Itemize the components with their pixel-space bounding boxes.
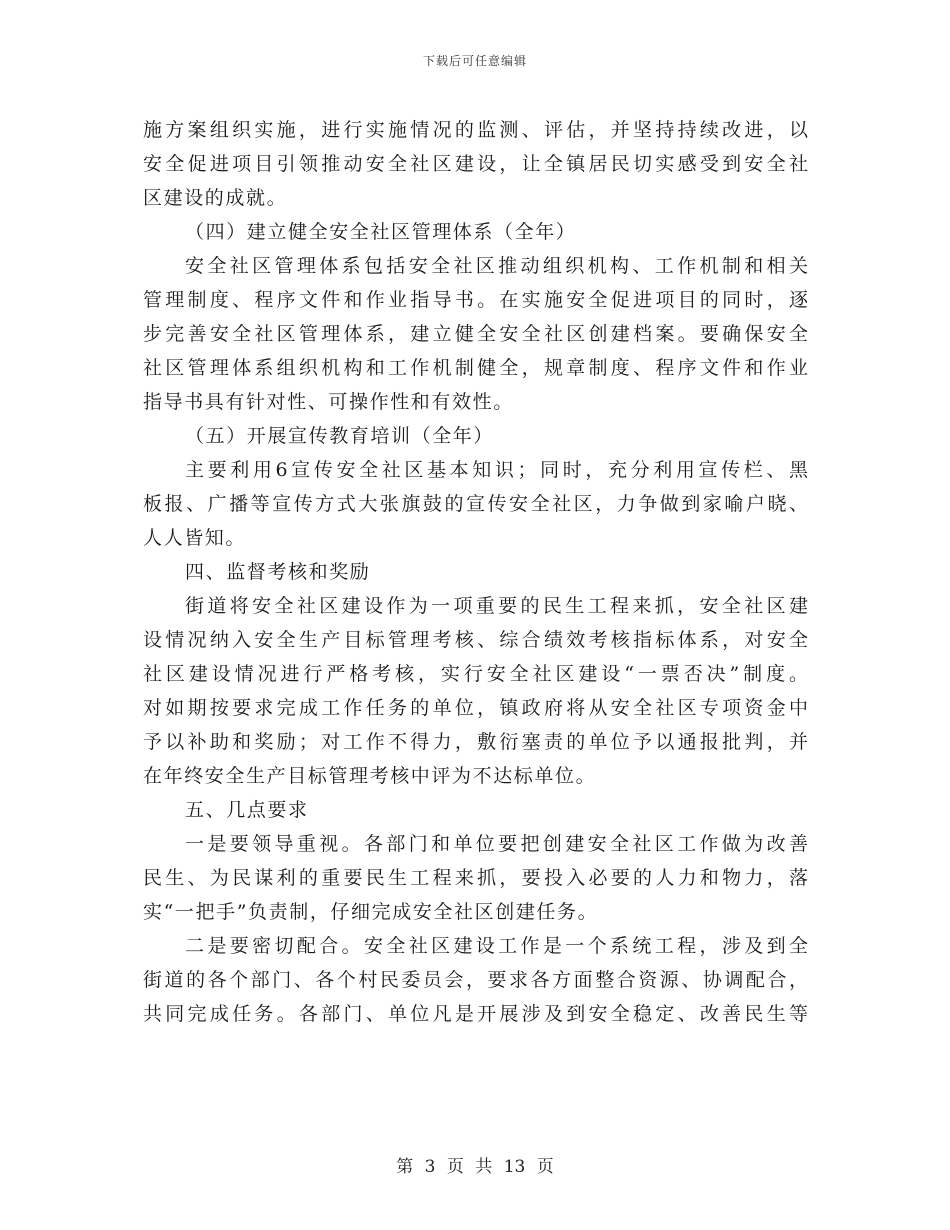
text-line: 主要利用6宣传安全社区基本知识；同时，充分利用宣传栏、黑 — [185, 459, 808, 481]
text-line: 街道的各个部门、各个村民委员会，要求各方面整合资源、协调配合， — [143, 969, 808, 991]
section-heading: （五）开展宣传教育培训（全年） — [185, 425, 495, 447]
text-line: 二是要密切配合。安全社区建设工作是一个系统工程，涉及到全 — [185, 935, 808, 957]
text-line: 区建设的成就。 — [143, 187, 288, 209]
text-line: 民生、为民谋利的重要民生工程来抓，要投入必要的人力和物力，落 — [143, 867, 808, 889]
text-line: 街道将安全社区建设作为一项重要的民生工程来抓，安全社区建 — [185, 595, 808, 617]
text-line: 人人皆知。 — [143, 527, 247, 549]
text-line: 社区建设情况进行严格考核，实行安全社区建设“一票否决”制度。 — [143, 663, 808, 685]
text-line: 步完善安全社区管理体系，建立健全安全社区创建档案。要确保安全 — [143, 323, 808, 345]
text-line: 管理制度、程序文件和作业指导书。在实施安全促进项目的同时，逐 — [143, 289, 808, 311]
text-line: 安全促进项目引领推动安全社区建设，让全镇居民切实感受到安全社 — [143, 153, 808, 175]
text-line: 对如期按要求完成工作任务的单位，镇政府将从安全社区专项资金中 — [143, 697, 808, 719]
text-line: 指导书具有针对性、可操作性和有效性。 — [143, 391, 514, 413]
text-line: 实“一把手”负责制，仔细完成安全社区创建任务。 — [143, 901, 599, 923]
section-heading: 四、监督考核和奖励 — [185, 561, 371, 583]
page-header: 下载后可任意编辑 — [422, 54, 527, 68]
text-line: 予以补助和奖励；对工作不得力，敷衍塞责的单位予以通报批判，并 — [143, 731, 808, 753]
document-body — [143, 113, 808, 1031]
text-line: 设情况纳入安全生产目标管理考核、综合绩效考核指标体系，对安全 — [143, 629, 808, 651]
text-line: 板报、广播等宣传方式大张旗鼓的宣传安全社区，力争做到家喻户晓、 — [143, 493, 808, 515]
text-line: 共同完成任务。各部门、单位凡是开展涉及到安全稳定、改善民生等 — [143, 1003, 808, 1025]
section-heading: （四）建立健全安全社区管理体系（全年） — [185, 221, 577, 243]
text-line: 施方案组织实施，进行实施情况的监测、评估，并坚持持续改进，以 — [143, 119, 808, 141]
section-heading: 五、几点要求 — [185, 799, 309, 821]
text-line: 安全社区管理体系包括安全社区推动组织机构、工作机制和相关 — [185, 255, 808, 277]
text-line: 在年终安全生产目标管理考核中评为不达标单位。 — [143, 765, 597, 787]
page-footer: 第 3 页 共 13 页 — [396, 1157, 554, 1177]
text-line: 社区管理体系组织机构和工作机制健全，规章制度、程序文件和作业 — [143, 357, 808, 379]
text-line: 一是要领导重视。各部门和单位要把创建安全社区工作做为改善 — [185, 833, 808, 855]
